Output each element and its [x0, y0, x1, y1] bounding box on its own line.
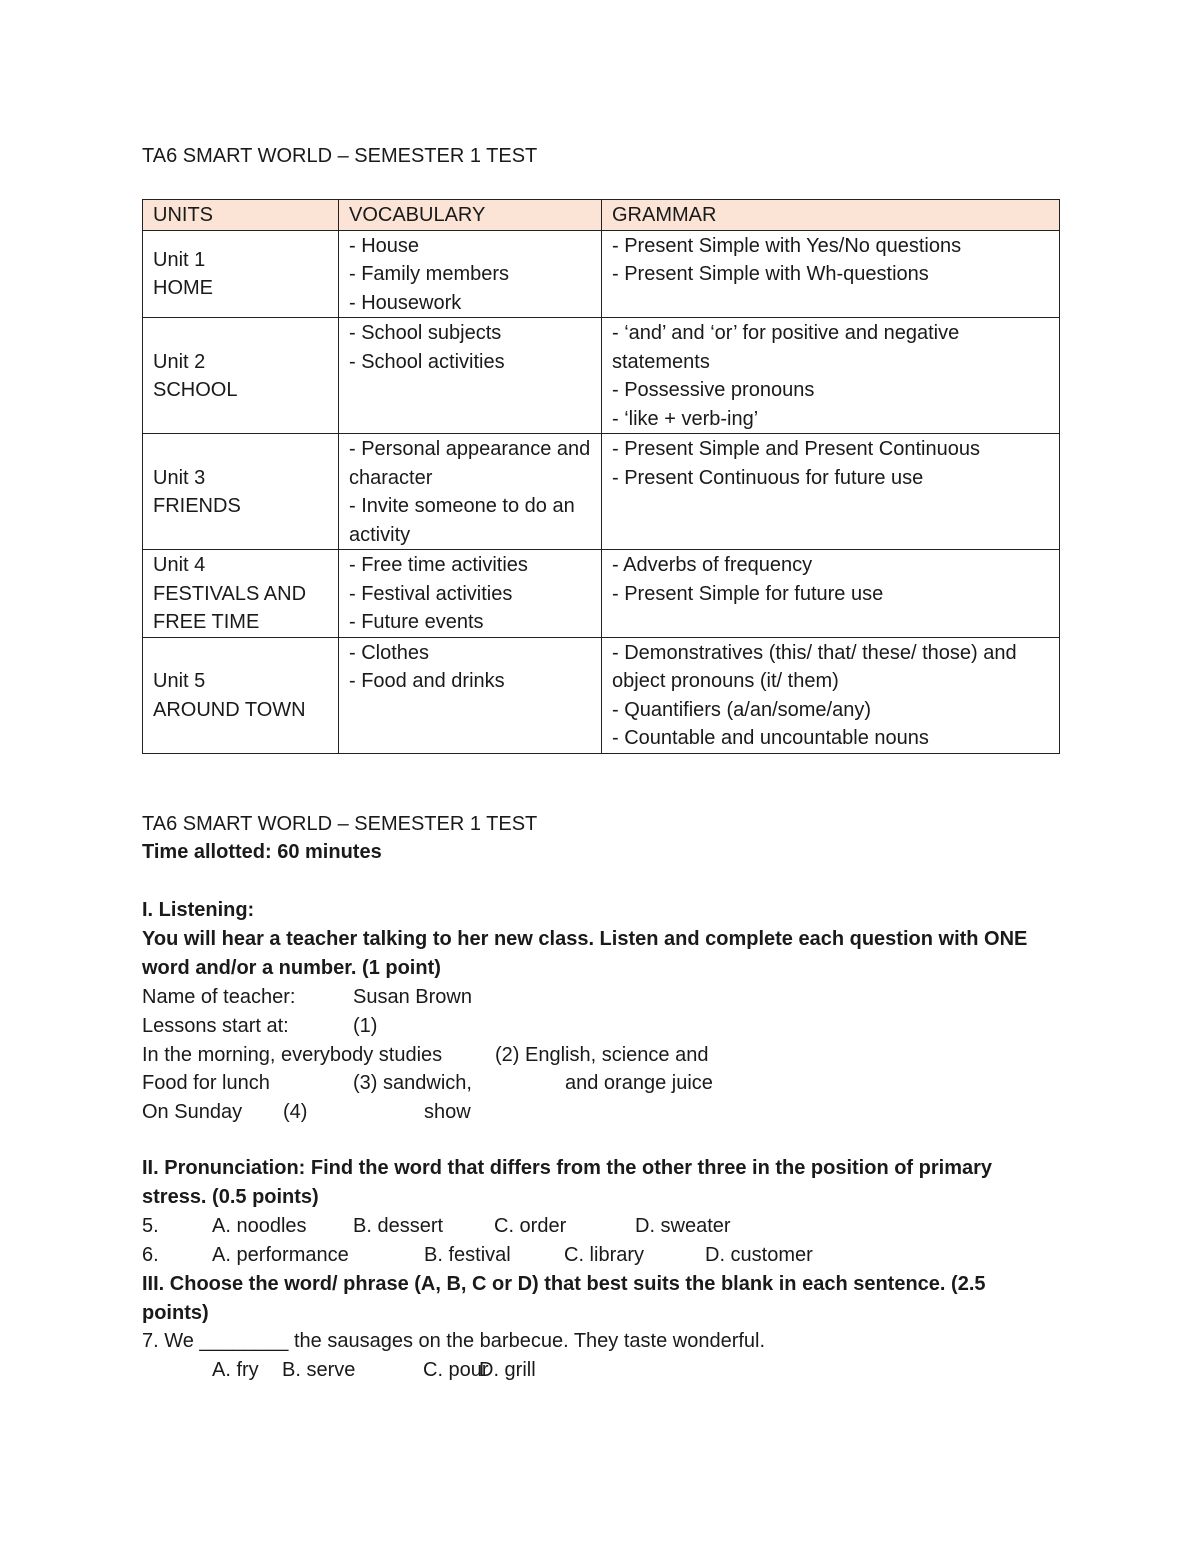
unit-number: Unit 4 [153, 554, 206, 576]
unit-name: HOME [153, 277, 213, 300]
vocab-item: - School activities [349, 350, 505, 373]
unit-name: AROUND TOWN [153, 698, 306, 721]
option-a: A. performance [212, 1244, 349, 1266]
question-7: 7. We ________ the sausages on the barbecue. They taste wonderful. [142, 1330, 766, 1352]
pronunciation-heading: II. Pronunciation: Find the word that differs from the other three in the position of primary stress. (0.5 points) [142, 1157, 993, 1208]
grammar-item: - ‘and’ and ‘or’ for positive and negative statements [612, 322, 960, 373]
option-c: C. library [564, 1244, 645, 1266]
grammar-item: - Quantifiers (a/an/some/any) [612, 698, 871, 721]
header-units: UNITS [143, 200, 339, 231]
question-number: 5. [142, 1215, 159, 1237]
option-d: D. customer [705, 1244, 813, 1266]
time-allotted: Time allotted: 60 minutes [142, 841, 382, 863]
header-grammar: GRAMMAR [602, 200, 1060, 231]
grammar-cell [602, 637, 1060, 753]
vocab-item: - Invite someone to do an activity [349, 495, 575, 546]
table-row [143, 434, 1060, 550]
row-label: Lessons start at: [142, 1015, 289, 1037]
grammar-item: - Countable and uncountable nouns [612, 727, 929, 749]
row-extra: and orange juice [565, 1072, 713, 1094]
test-title: TA6 SMART WORLD – SEMESTER 1 TEST [142, 813, 538, 835]
vocab-cell [339, 230, 602, 318]
row-value: (3) sandwich, [353, 1072, 472, 1094]
question-number: 6. [142, 1244, 159, 1266]
grammar-item: - Present Simple and Present Continuous [612, 438, 980, 460]
vocab-item: - Family members [349, 263, 510, 285]
option-d: D. sweater [635, 1215, 731, 1237]
table-row [143, 318, 1060, 434]
listening-instruction: You will hear a teacher talking to her new class. Listen and complete each question with ONE word and/or a number. (1 point) [142, 928, 1028, 979]
row-value: (2) English, science and [495, 1044, 709, 1066]
unit-number: Unit 2 [153, 350, 206, 373]
syllabus-table [142, 199, 1060, 754]
unit-cell [143, 637, 339, 753]
grammar-item: - Possessive pronouns [612, 379, 815, 401]
grammar-item: - Present Continuous for future use [612, 466, 924, 489]
choice-heading: III. Choose the word/ phrase (A, B, C or D) that best suits the blank in each sentence. (2.5 points) [142, 1273, 986, 1324]
option-c: C. order [494, 1215, 567, 1237]
vocab-cell [339, 318, 602, 434]
row-value: (1) [353, 1015, 378, 1037]
vocab-item: - Free time activities [349, 554, 528, 576]
row-value: (4) [283, 1101, 308, 1123]
table-row [143, 230, 1060, 318]
unit-number: Unit 5 [153, 670, 206, 692]
grammar-cell [602, 434, 1060, 550]
grammar-cell [602, 230, 1060, 318]
unit-name: FESTIVALS AND FREE TIME [153, 582, 307, 633]
vocab-item: - Housework [349, 291, 462, 314]
header-vocabulary: VOCABULARY [339, 200, 602, 231]
unit-number: Unit 3 [153, 466, 206, 489]
listening-heading: I. Listening: [142, 899, 255, 921]
syllabus-title: TA6 SMART WORLD – SEMESTER 1 TEST [142, 145, 538, 167]
unit-cell [143, 230, 339, 318]
row-extra: show [424, 1101, 471, 1123]
grammar-item: - Adverbs of frequency [612, 554, 813, 576]
option-b: B. festival [424, 1244, 511, 1266]
vocab-item: - House [349, 234, 420, 257]
unit-name: SCHOOL [153, 379, 238, 401]
option-d: D. grill [479, 1359, 536, 1381]
grammar-item: - Present Simple with Wh-questions [612, 263, 929, 285]
row-label: In the morning, everybody studies [142, 1044, 443, 1066]
vocab-item: - Food and drinks [349, 670, 505, 692]
vocab-cell [339, 434, 602, 550]
grammar-cell [602, 318, 1060, 434]
row-label: Food for lunch [142, 1072, 270, 1094]
unit-number: Unit 1 [153, 248, 206, 271]
row-value: Susan Brown [353, 986, 472, 1008]
table-row [143, 550, 1060, 638]
vocab-item: - Clothes [349, 641, 430, 664]
vocab-cell [339, 550, 602, 638]
grammar-item: - Demonstratives (this/ that/ these/ those) and object pronouns (it/ them) [612, 641, 1017, 692]
unit-cell [143, 318, 339, 434]
option-a: A. noodles [212, 1215, 307, 1237]
grammar-cell [602, 550, 1060, 638]
option-a: A. fry [212, 1359, 259, 1381]
row-label: Name of teacher: [142, 986, 296, 1008]
vocab-item: - Festival activities [349, 582, 513, 605]
table-row [143, 637, 1060, 753]
vocab-item: - Personal appearance and character [349, 438, 591, 489]
unit-cell [143, 434, 339, 550]
grammar-item: - ‘like + verb-ing’ [612, 407, 759, 430]
vocab-cell [339, 637, 602, 753]
vocab-item: - School subjects [349, 322, 502, 344]
unit-cell [143, 550, 339, 638]
table-header-row [143, 200, 1060, 231]
grammar-item: - Present Simple with Yes/No questions [612, 234, 962, 257]
option-c: C. pour [423, 1359, 489, 1381]
option-b: B. dessert [353, 1215, 444, 1237]
vocab-item: - Future events [349, 611, 484, 633]
option-b: B. serve [282, 1359, 356, 1381]
unit-name: FRIENDS [153, 495, 241, 517]
row-label: On Sunday [142, 1101, 243, 1123]
grammar-item: - Present Simple for future use [612, 582, 884, 605]
